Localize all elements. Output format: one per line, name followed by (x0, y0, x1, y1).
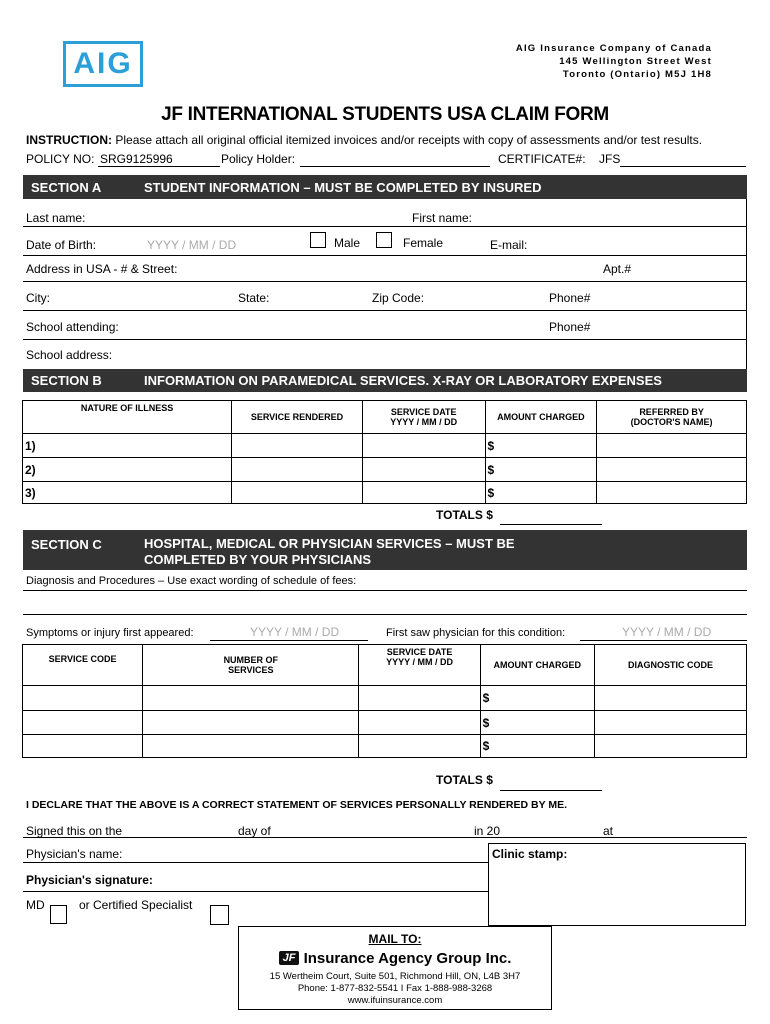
table-cell[interactable] (597, 458, 747, 482)
certified-label: or Certified Specialist (79, 898, 193, 912)
apt-label: Apt.# (603, 262, 632, 276)
md-label: MD (26, 898, 45, 912)
female-checkbox[interactable] (376, 232, 392, 248)
amount-cell[interactable]: $ (485, 482, 597, 504)
section-c-title-1: HOSPITAL, MEDICAL OR PHYSICIAN SERVICES – MUST BE (144, 536, 515, 551)
policy-holder-label: Policy Holder: (221, 152, 296, 166)
section-c-table (22, 644, 747, 758)
amount-cell[interactable]: $ (485, 434, 597, 458)
certificate-label: CERTIFICATE#: (498, 152, 586, 166)
instruction (26, 133, 702, 147)
male-label: Male (334, 236, 361, 250)
clinic-stamp-box[interactable] (488, 843, 746, 926)
mail-website: www.ifuinsurance.com (347, 995, 443, 1006)
amount-cell[interactable]: $ (480, 735, 594, 758)
row-number[interactable]: 2) (23, 458, 232, 482)
at-label: at (603, 824, 614, 838)
col-diagnostic-code: DIAGNOSTIC CODE (594, 645, 746, 686)
table-cell[interactable] (359, 735, 480, 758)
phone-label: Phone# (549, 291, 591, 305)
school-phone-label: Phone# (549, 320, 591, 334)
table-cell[interactable] (597, 482, 747, 504)
signed-line[interactable] (23, 837, 747, 838)
first-saw-label: First saw physician for this condition: (386, 627, 566, 639)
section-b-totals-label: TOTALS $ (436, 508, 493, 522)
state-label: State: (238, 291, 270, 305)
signed-label: Signed this on the (26, 824, 123, 838)
table-cell[interactable] (594, 711, 746, 735)
instruction-text: Please attach all original official itemized invoices and/or receipts with copy of assessments and/or test results. (115, 133, 703, 147)
physician-name-label: Physician's name: (26, 847, 123, 861)
col-number-of-services: NUMBER OF SERVICES (143, 645, 359, 686)
certificate-field[interactable] (620, 166, 746, 167)
mail-to-box (238, 926, 552, 1010)
jf-badge: JF (279, 951, 300, 965)
section-c-totals-label: TOTALS $ (436, 773, 493, 787)
table-cell[interactable] (597, 434, 747, 458)
section-b-totals-field[interactable] (500, 524, 602, 525)
col-service-code: SERVICE CODE (23, 645, 143, 686)
first-name-label: First name: (412, 211, 473, 225)
col-amount-charged: AMOUNT CHARGED (485, 401, 597, 434)
table-cell[interactable] (23, 711, 143, 735)
section-b-table (22, 400, 747, 504)
table-cell[interactable] (362, 434, 485, 458)
clinic-stamp-label: Clinic stamp: (492, 847, 568, 861)
section-a-title: STUDENT INFORMATION – MUST BE COMPLETED BY INSURED (144, 180, 542, 195)
table-row (23, 711, 747, 735)
table-cell[interactable] (594, 735, 746, 758)
diagnosis-label: Diagnosis and Procedures – Use exact wording of schedule of fees: (26, 575, 357, 587)
section-b-code: SECTION B (31, 373, 102, 388)
female-label: Female (403, 236, 444, 250)
table-row (23, 434, 747, 458)
declaration-statement: I DECLARE THAT THE ABOVE IS A CORRECT STATEMENT OF SERVICES PERSONALLY RENDERED BY ME. (26, 799, 568, 811)
section-b-title: INFORMATION ON PARAMEDICAL SERVICES. X-RAY OR LABORATORY EXPENSES (144, 373, 662, 388)
zip-label: Zip Code: (372, 291, 425, 305)
col-service-date: SERVICE DATE YYYY / MM / DD (359, 645, 480, 686)
day-of-label: day of (238, 824, 271, 838)
table-cell[interactable] (232, 482, 363, 504)
company-city: Toronto (Ontario) M5J 1H8 (562, 69, 712, 80)
policy-no-label: POLICY NO: (26, 152, 95, 166)
school-address-label: School address: (26, 348, 113, 362)
amount-cell[interactable]: $ (485, 458, 597, 482)
instruction-label: INSTRUCTION: (26, 133, 112, 147)
policy-no-value: SRG9125996 (100, 152, 173, 166)
symptoms-date-field[interactable]: YYYY / MM / DD (250, 625, 340, 639)
table-cell[interactable] (362, 458, 485, 482)
symptoms-label: Symptoms or injury first appeared: (26, 627, 194, 639)
col-nature-of-illness: NATURE OF ILLNESS (23, 401, 232, 434)
policy-holder-field[interactable] (300, 166, 490, 167)
col-referred-by: REFERRED BY (DOCTOR'S NAME) (597, 401, 747, 434)
table-cell[interactable] (359, 711, 480, 735)
table-cell[interactable] (232, 458, 363, 482)
amount-cell[interactable]: $ (480, 711, 594, 735)
section-b-bar (23, 369, 747, 392)
address-label: Address in USA - # & Street: (26, 262, 178, 276)
physician-signature-label: Physician's signature: (26, 873, 153, 887)
certified-checkbox[interactable] (210, 905, 229, 925)
section-a-bar (23, 175, 747, 199)
school-label: School attending: (26, 320, 119, 334)
amount-cell[interactable]: $ (480, 686, 594, 711)
aig-logo: AIG (63, 41, 143, 87)
form-title: JF INTERNATIONAL STUDENTS USA CLAIM FORM (161, 104, 609, 125)
table-cell[interactable] (23, 735, 143, 758)
mail-to-label: MAIL TO: (368, 932, 422, 946)
physician-name-field[interactable] (23, 862, 488, 863)
col-service-rendered: SERVICE RENDERED (232, 401, 363, 434)
jf-logo (239, 950, 551, 967)
table-cell[interactable] (143, 686, 359, 711)
company-name: AIG Insurance Company of Canada (515, 43, 712, 54)
section-c-title-2: COMPLETED BY YOUR PHYSICIANS (144, 552, 372, 567)
mail-company: Insurance Agency Group Inc. (303, 950, 512, 967)
dob-field[interactable]: YYYY / MM / DD (147, 238, 237, 252)
table-row (23, 458, 747, 482)
male-checkbox[interactable] (310, 232, 326, 248)
col-amount-charged: AMOUNT CHARGED (480, 645, 594, 686)
table-cell[interactable] (594, 686, 746, 711)
table-cell[interactable] (143, 735, 359, 758)
email-label: E-mail: (490, 238, 528, 252)
last-name-label: Last name: (26, 211, 86, 225)
mail-phone: Phone: 1-877-832-5541 I Fax 1-888-988-3268 (297, 983, 493, 994)
table-cell[interactable] (359, 686, 480, 711)
col-service-date: SERVICE DATE YYYY / MM / DD (362, 401, 485, 434)
section-a-code: SECTION A (31, 180, 102, 195)
row-number[interactable]: 3) (23, 482, 232, 504)
table-cell[interactable] (23, 686, 143, 711)
certificate-prefix: JFS (599, 152, 621, 166)
city-label: City: (26, 291, 50, 305)
md-checkbox[interactable] (50, 905, 67, 924)
row-number[interactable]: 1) (23, 434, 232, 458)
table-row (23, 735, 747, 758)
physician-signature-field[interactable] (23, 891, 488, 892)
table-cell[interactable] (143, 711, 359, 735)
section-c-totals-field[interactable] (500, 790, 602, 791)
section-c-bar (23, 530, 747, 570)
table-row (23, 686, 747, 711)
diagnosis-field[interactable] (23, 614, 747, 615)
mail-address: 15 Wertheim Court, Suite 501, Richmond Hill, ON, L4B 3H7 (269, 971, 521, 982)
company-street: 145 Wellington Street West (559, 56, 712, 67)
first-saw-date-field[interactable]: YYYY / MM / DD (622, 625, 712, 639)
table-cell[interactable] (362, 482, 485, 504)
dob-label: Date of Birth: (26, 238, 97, 252)
section-c-code: SECTION C (31, 537, 102, 552)
table-row (23, 482, 747, 504)
in-20-label: in 20 (474, 824, 501, 838)
table-cell[interactable] (232, 434, 363, 458)
